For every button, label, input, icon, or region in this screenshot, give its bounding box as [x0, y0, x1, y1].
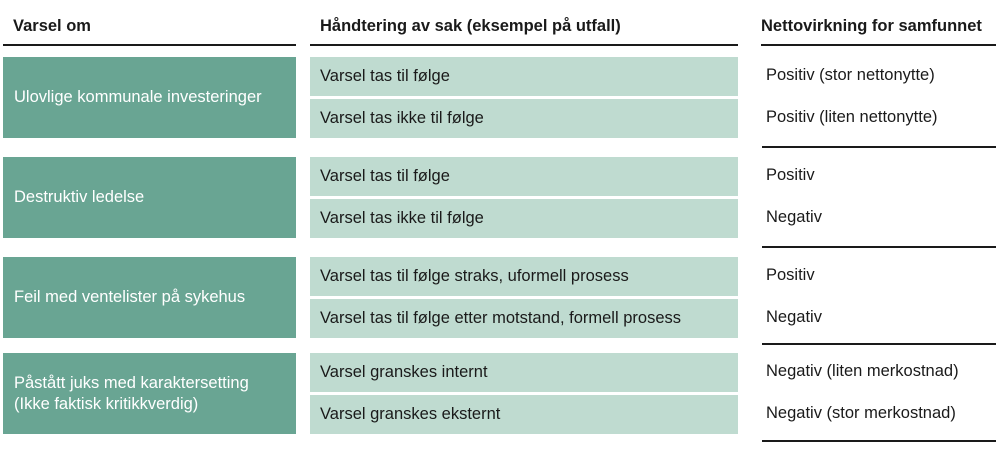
group-label: Destruktiv ledelse: [14, 188, 145, 206]
group-ventelister-sykehus: [3, 257, 296, 338]
outcome-label: Varsel tas ikke til følge: [320, 109, 484, 127]
effect-text: Positiv (stor nettonytte): [766, 66, 935, 84]
outcome-box: [310, 199, 738, 238]
header-nettovirkning: Nettovirkning for samfunnet: [761, 0, 996, 46]
effect-text: Negativ (stor merkostnad): [766, 404, 956, 422]
effect-text: Negativ (liten merkostnad): [766, 362, 959, 380]
outcome-box: [310, 395, 738, 434]
outcome-label: Varsel granskes internt: [320, 363, 488, 381]
header-handtering: Håndtering av sak (eksempel på utfall): [310, 0, 738, 46]
column-divider: [762, 146, 996, 148]
effect-text: Negativ: [766, 308, 822, 326]
group-label: Feil med ventelister på sykehus: [14, 288, 246, 306]
effect-text: Positiv: [766, 166, 815, 184]
group-label: [14, 373, 249, 415]
outcome-label: Varsel tas til følge: [320, 67, 450, 85]
outcome-box: [310, 257, 738, 296]
outcome-box: [310, 99, 738, 138]
group-ulovlige-investeringer: [3, 57, 296, 138]
outcome-box: [310, 353, 738, 392]
outcome-label: Varsel tas til følge etter motstand, formell prosess: [320, 309, 681, 327]
group-pastatt-juks: [3, 353, 296, 434]
group-label: Ulovlige kommunale investeringer: [14, 88, 262, 106]
effect-text: Negativ: [766, 208, 822, 226]
effect-text: Positiv (liten nettonytte): [766, 108, 938, 126]
header-varsel-om: Varsel om: [3, 0, 296, 46]
outcome-box: [310, 57, 738, 96]
column-divider: [762, 246, 996, 248]
group-label-line2: (Ikke faktisk kritikkverdig): [14, 394, 199, 413]
outcome-label: Varsel tas til følge straks, uformell prosess: [320, 267, 629, 285]
outcome-box: [310, 299, 738, 338]
column-divider: [762, 343, 996, 345]
outcome-label: Varsel tas til følge: [320, 167, 450, 185]
outcome-box: [310, 157, 738, 196]
group-label-line1: Påstått juks med karaktersetting: [14, 373, 249, 392]
effect-text: Positiv: [766, 266, 815, 284]
group-destruktiv-ledelse: [3, 157, 296, 238]
outcome-label: Varsel tas ikke til følge: [320, 209, 484, 227]
column-divider: [762, 440, 996, 442]
outcome-label: Varsel granskes eksternt: [320, 405, 501, 423]
